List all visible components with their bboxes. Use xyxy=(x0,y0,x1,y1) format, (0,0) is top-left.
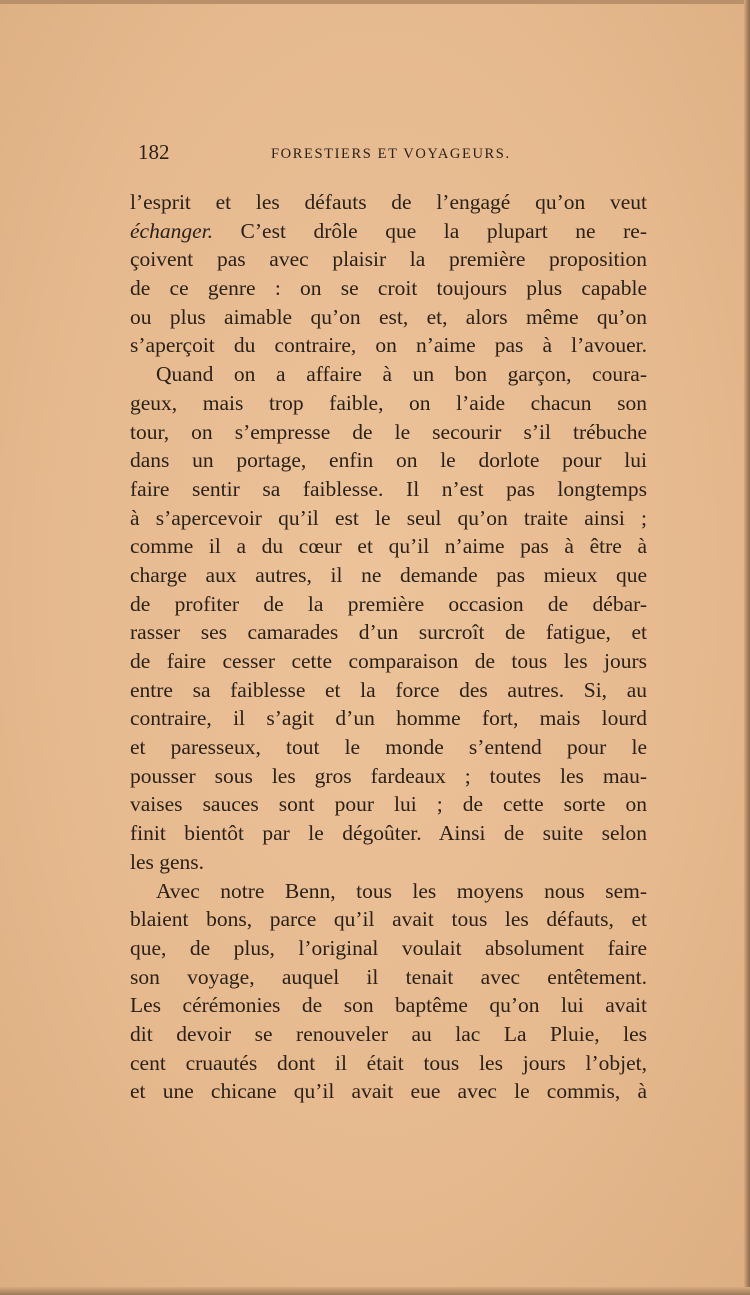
text-line: Quand on a affaire à un bon garçon, coura- xyxy=(156,362,647,387)
text-line: de ce genre : on se croit toujours plus capable xyxy=(130,276,647,301)
text-line: et paresseux, tout le monde s’entend pour le xyxy=(130,735,647,760)
text-line: entre sa faiblesse et la force des autres. Si, au xyxy=(130,677,647,702)
text-line: Avec notre Benn, tous les moyens nous sem- xyxy=(156,878,647,903)
page-bottom-edge xyxy=(0,1287,750,1295)
text-line: et une chicane qu’il avait eue avec le commis, à xyxy=(130,1079,647,1104)
body-text xyxy=(130,188,647,1106)
page-top-edge xyxy=(0,0,750,4)
text-line: contraire, il s’agit d’un homme fort, mais lourd xyxy=(130,706,647,731)
page-right-edge xyxy=(744,0,750,1295)
text-line: charge aux autres, il ne demande pas mieux que xyxy=(130,562,647,587)
text-line: blaient bons, parce qu’il avait tous les défauts, et xyxy=(130,907,647,932)
text-line: l’esprit et les défauts de l’engagé qu’on veut xyxy=(130,190,647,214)
text-line: que, de plus, l’original voulait absolument faire xyxy=(130,935,647,960)
page-header xyxy=(138,140,648,170)
running-title: FORESTIERS ET VOYAGEURS. xyxy=(271,146,511,162)
text-line: geux, mais trop faible, on l’aide chacun son xyxy=(130,390,647,415)
text-line: pousser sous les gros fardeaux ; toutes les mau- xyxy=(130,763,647,788)
text-line: faire sentir sa faiblesse. Il n’est pas longtemps xyxy=(130,476,647,501)
text-line: comme il a du cœur et qu’il n’aime pas à être à xyxy=(130,534,647,559)
text-line: vaises sauces sont pour lui ; de cette sorte on xyxy=(130,792,647,817)
text-line: tour, on s’empresse de le secourir s’il trébuche xyxy=(130,419,647,444)
text-line: de profiter de la première occasion de débar- xyxy=(130,591,647,616)
paragraph-1 xyxy=(130,188,647,360)
text-fragment: C’est drôle que la plupart ne re- xyxy=(213,218,647,243)
page-number: 182 xyxy=(138,140,170,164)
text-line: finit bientôt par le dégoûter. Ainsi de suite selon xyxy=(130,821,647,846)
text-line: les gens. xyxy=(130,849,205,874)
text-line: cent cruautés dont il était tous les jours l’objet, xyxy=(130,1050,647,1075)
text-line: çoivent pas avec plaisir la première proposition xyxy=(130,247,647,272)
text-line: dit devoir se renouveler au lac La Pluie, les xyxy=(130,1021,647,1046)
text-line xyxy=(130,217,647,246)
text-line: dans un portage, enfin on le dorlote pour lui xyxy=(130,448,647,473)
text-line: son voyage, auquel il tenait avec entêtement. xyxy=(130,964,647,989)
text-line: Les cérémonies de son baptême qu’on lui avait xyxy=(130,993,647,1018)
text-line: à s’apercevoir qu’il est le seul qu’on traite ainsi ; xyxy=(130,505,647,530)
italic-word: échanger. xyxy=(130,218,213,243)
text-line: de faire cesser cette comparaison de tous les jours xyxy=(130,649,647,673)
text-line: rasser ses camarades d’un surcroît de fatigue, et xyxy=(130,620,647,645)
paragraph-2 xyxy=(130,360,647,876)
paragraph-3 xyxy=(130,877,647,1107)
text-line: s’aperçoit du contraire, on n’aime pas à l’avouer. xyxy=(130,333,647,358)
text-line: ou plus aimable qu’on est, et, alors même qu’on xyxy=(130,304,647,329)
